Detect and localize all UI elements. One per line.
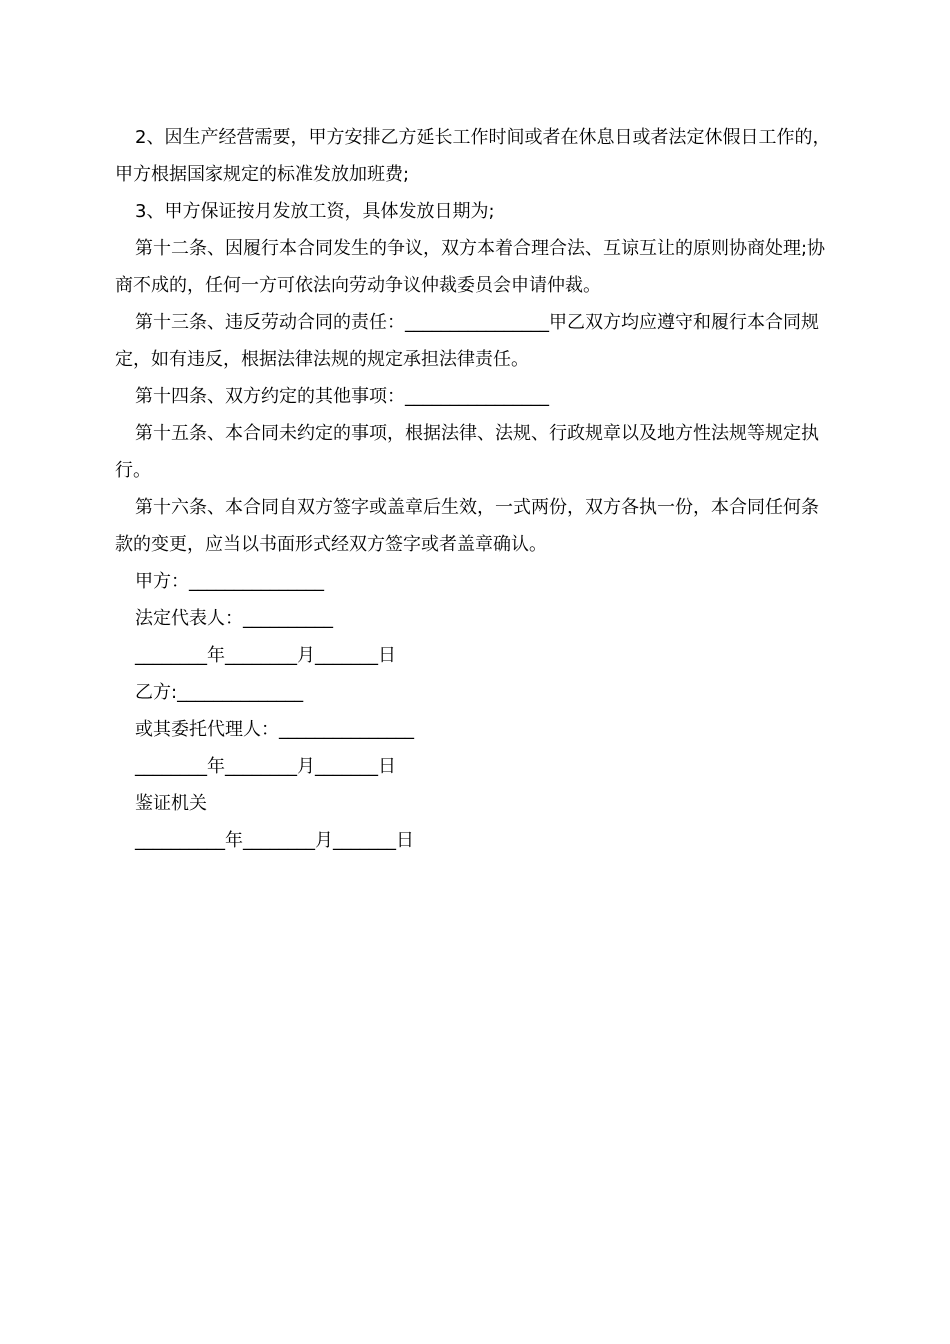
article-15-unspecified-matters: 第十五条、本合同未约定的事项，根据法律、法规、行政规章以及地方性法规等规定执行。 [115, 423, 819, 481]
clause-overtime-pay: 2、因生产经营需要，甲方安排乙方延长工作时间或者在休息日或者法定休假日工作的，甲方根据国家规定的标准发放加班费; [115, 127, 831, 185]
article-14-other-matters: 第十四条、双方约定的其他事项：________________ [135, 386, 549, 407]
party-a-date-line: ________年________月_______日 [135, 645, 396, 666]
contract-body [115, 119, 835, 859]
authorized-agent-line: 或其委托代理人：_______________ [135, 719, 414, 740]
party-a-line: 甲方：_______________ [135, 571, 324, 592]
article-16-effectiveness: 第十六条、本合同自双方签字或盖章后生效，一式两份，双方各执一份，本合同任何条款的变更，应当以书面形式经双方签字或者盖章确认。 [115, 497, 819, 555]
legal-representative-line: 法定代表人：__________ [135, 608, 333, 629]
authentication-authority-label: 鉴证机关 [135, 793, 207, 814]
party-b-date-line: ________年________月_______日 [135, 756, 396, 777]
article-12-dispute: 第十二条、因履行本合同发生的争议，双方本着合理合法、互谅互让的原则协商处理;协商不成的，任何一方可依法向劳动争议仲裁委员会申请仲裁。 [115, 238, 826, 296]
clause-monthly-wage: 3、甲方保证按月发放工资，具体发放日期为; [135, 201, 495, 222]
article-13-liability: 第十三条、违反劳动合同的责任：________________甲乙双方均应遵守和履行本合同规定，如有违反，根据法律法规的规定承担法律责任。 [115, 312, 819, 370]
authority-date-line: __________年________月_______日 [135, 830, 414, 851]
party-b-line: 乙方:______________ [135, 682, 304, 703]
signature-block [115, 563, 835, 859]
